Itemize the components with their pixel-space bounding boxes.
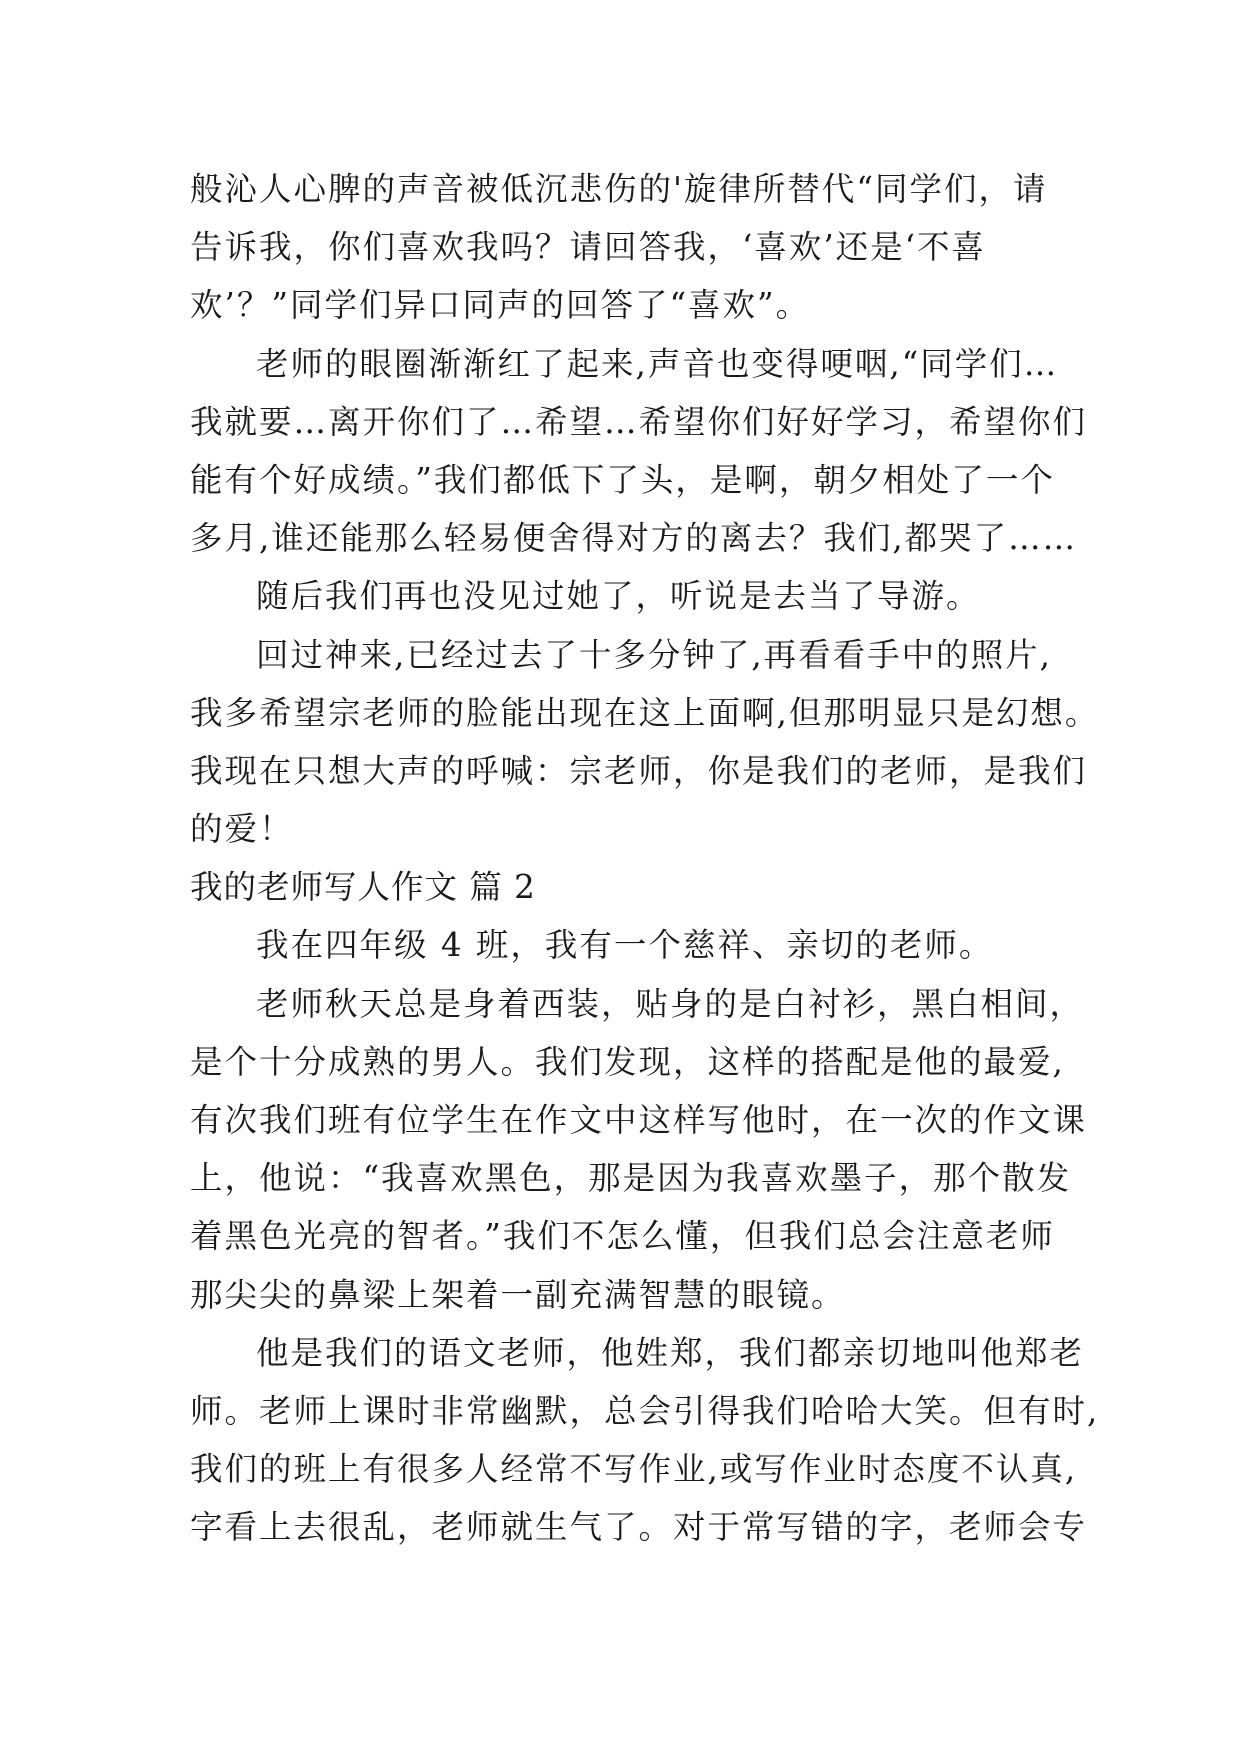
text-line: 着黑色光亮的智者。”我们不怎么懂，但我们总会注意老师 bbox=[190, 1217, 1055, 1256]
text-line: 告诉我，你们喜欢我吗？请回答我，‘喜欢’还是‘不喜 bbox=[190, 228, 986, 267]
text-line: 我现在只想大声的呼喊：宗老师，你是我们的老师，是我们 bbox=[190, 751, 1088, 790]
text-line: 的爱！ bbox=[190, 810, 294, 849]
text-line: 我们的班上有很多人经常不写作业,或写作业时态度不认真, bbox=[190, 1450, 1078, 1489]
text-line: 是个十分成熟的男人。我们发现，这样的搭配是他的最爱, bbox=[190, 1042, 1065, 1081]
text-line: 般沁人心脾的声音被低沉悲伤的'旋律所替代“同学们，请 bbox=[190, 170, 1048, 208]
text-line: 那尖尖的鼻梁上架着一副充满智慧的眼镜。 bbox=[190, 1275, 846, 1314]
section-heading: 我的老师写人作文 篇 2 bbox=[190, 868, 536, 907]
document-body bbox=[190, 160, 1100, 1557]
text-line: 上，他说：“我喜欢黑色，那是因为我喜欢墨子，那个散发 bbox=[190, 1159, 1072, 1198]
paragraph-first-line: 老师的眼圈渐渐红了起来,声音也变得哽咽,“同学们… bbox=[256, 344, 1059, 383]
text-line: 能有个好成绩。”我们都低下了头，是啊，朝夕相处了一个 bbox=[190, 460, 1055, 499]
paragraph-first-line: 老师秋天总是身着西装，贴身的是白衬衫，黑白相间， bbox=[256, 984, 1085, 1023]
paragraph-first-line: 回过神来,已经过去了十多分钟了,再看看手中的照片, bbox=[256, 635, 1052, 674]
text-line: 多月,谁还能那么轻易便舍得对方的离去？我们,都哭了…… bbox=[190, 519, 1078, 558]
text-line: 有次我们班有位学生在作文中这样写他时，在一次的作文课 bbox=[190, 1101, 1088, 1139]
text-line: 我就要…离开你们了…希望…希望你们好好学习，希望你们 bbox=[190, 402, 1088, 441]
text-line: 欢’？”同学们异口同声的回答了“喜欢”。 bbox=[190, 286, 811, 325]
text-line: 师。老师上课时非常幽默，总会引得我们哈哈大笑。但有时, bbox=[190, 1391, 1100, 1430]
paragraph-first-line: 我在四年级 4 班，我有一个慈祥、亲切的老师。 bbox=[256, 926, 994, 965]
text-line: 我多希望宗老师的脸能出现在这上面啊,但那明显只是幻想。 bbox=[190, 693, 1100, 732]
text-line: 字看上去很乱，老师就生气了。对于常写错的字，老师会专 bbox=[190, 1508, 1088, 1547]
paragraph-first-line: 随后我们再也没见过她了，听说是去当了导游。 bbox=[256, 577, 981, 616]
paragraph-first-line: 他是我们的语文老师，他姓郑，我们都亲切地叫他郑老 bbox=[256, 1333, 1085, 1372]
